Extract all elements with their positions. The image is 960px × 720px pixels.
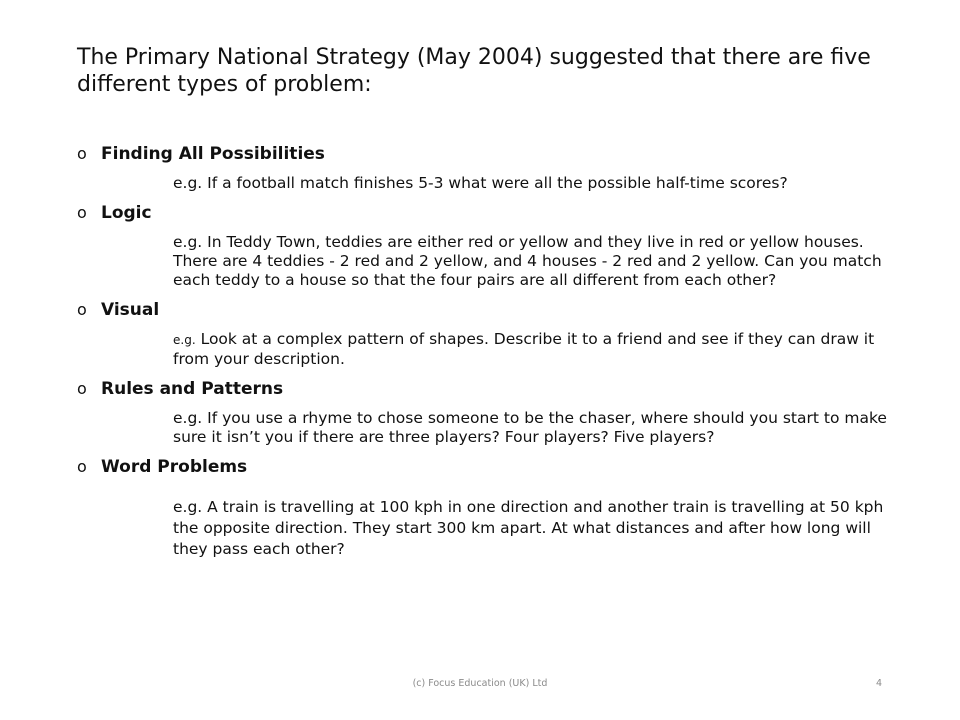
hollow-circle-bullet-icon: o bbox=[77, 203, 87, 222]
problem-type-heading: Visual bbox=[101, 300, 160, 320]
example-body: Look at a complex pattern of shapes. Describe it to a friend and see if they can draw it from your description. bbox=[173, 330, 875, 368]
hollow-circle-bullet-icon: o bbox=[77, 144, 87, 163]
problem-example bbox=[173, 330, 893, 369]
hollow-circle-bullet-icon: o bbox=[77, 379, 87, 398]
bullet-row bbox=[77, 298, 897, 322]
problem-example: e.g. If a football match finishes 5-3 what were all the possible half-time scores? bbox=[173, 174, 788, 192]
problem-type-heading: Finding All Possibilities bbox=[101, 144, 325, 164]
problem-type-heading: Word Problems bbox=[101, 457, 248, 477]
bullet-row bbox=[77, 142, 897, 166]
slide-page-number: 4 bbox=[876, 678, 883, 689]
list-item-visual bbox=[77, 298, 897, 369]
problem-example: e.g. In Teddy Town, teddies are either red or yellow and they live in red or yellow houses. There are 4 teddies - 2 red and 2 yellow, and 4 houses - 2 red and 2 yellow. Can you match each teddy to a house so that the four pairs are all different from each other? bbox=[173, 233, 882, 289]
list-item-finding-all-possibilities bbox=[77, 142, 897, 193]
hollow-circle-bullet-icon: o bbox=[77, 300, 87, 319]
example-prefix: e.g. bbox=[173, 333, 196, 347]
problem-example: e.g. A train is travelling at 100 kph in one direction and another train is travelling at 50 kph the opposite direction. They start 300 km apart. At what distances and after how long will they pass each other? bbox=[173, 498, 884, 558]
footer-copyright: (c) Focus Education (UK) Ltd bbox=[412, 678, 548, 689]
list-item-word-problems bbox=[77, 455, 897, 560]
slide-title: The Primary National Strategy (May 2004) suggested that there are five different types of problem: bbox=[77, 45, 871, 97]
bullet-row bbox=[77, 455, 897, 479]
problem-type-heading: Logic bbox=[101, 203, 152, 223]
problem-type-heading: Rules and Patterns bbox=[101, 379, 284, 399]
bullet-row bbox=[77, 377, 897, 401]
bullet-row bbox=[77, 201, 897, 225]
problem-types-list bbox=[77, 142, 897, 568]
list-item-rules-and-patterns bbox=[77, 377, 897, 447]
list-item-logic bbox=[77, 201, 897, 290]
hollow-circle-bullet-icon: o bbox=[77, 457, 87, 476]
problem-example: e.g. If you use a rhyme to chose someone to be the chaser, where should you start to make sure it isn’t you if there are three players? Four players? Five players? bbox=[173, 409, 887, 446]
